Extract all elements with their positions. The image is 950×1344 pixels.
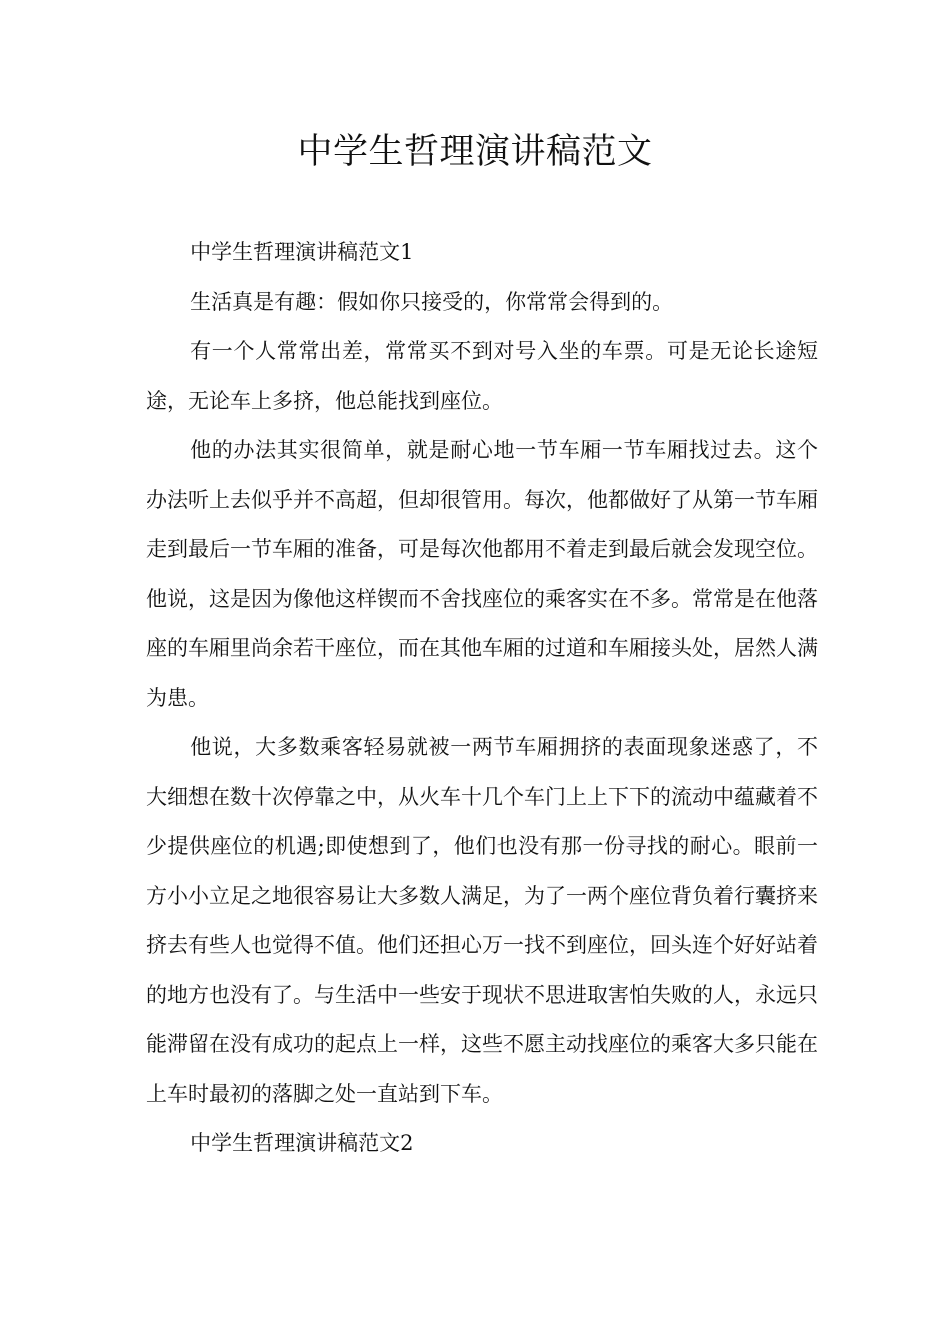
paragraph-traveler: 有一个人常常出差，常常买不到对号入坐的车票。可是无论长途短途，无论车上多挤，他总能找到座位。 (146, 339, 818, 413)
document-body (146, 228, 818, 1169)
paragraph-reflection: 他说，大多数乘客轻易就被一两节车厢拥挤的表面现象迷惑了，不大细想在数十次停靠之中，从火车十几个车门上上下下的流动中蕴藏着不少提供座位的机遇;即使想到了，他们也没有那一份寻找的耐心。眼前一方小小立足之地很容易让大多数人满足，为了一两个座位背负着行囊挤来挤去有些人也觉得不值。他们还担心万一找不到座位，回头连个好好站着的地方也没有了。与生活中一些安于现状不思进取害怕失败的人，永远只能滞留在没有成功的起点上一样，这些不愿主动找座位的乘客大多只能在上车时最初的落脚之处一直站到下车。 (146, 735, 818, 1106)
paragraph-method: 他的办法其实很简单，就是耐心地一节车厢一节车厢找过去。这个办法听上去似乎并不高超，但却很管用。每次，他都做好了从第一节车厢走到最后一节车厢的准备，可是每次他都用不着走到最后就会发现空位。他说，这是因为像他这样锲而不舍找座位的乘客实在不多。常常是在他落座的车厢里尚余若干座位，而在其他车厢的过道和车厢接头处，居然人满为患。 (146, 438, 818, 710)
section-heading-1: 中学生哲理演讲稿范文1 (190, 240, 414, 264)
document-title: 中学生哲理演讲稿范文 (297, 132, 653, 172)
paragraph-intro: 生活真是有趣：假如你只接受的，你常常会得到的。 (190, 289, 674, 314)
section-heading-2: 中学生哲理演讲稿范文2 (190, 1131, 414, 1155)
